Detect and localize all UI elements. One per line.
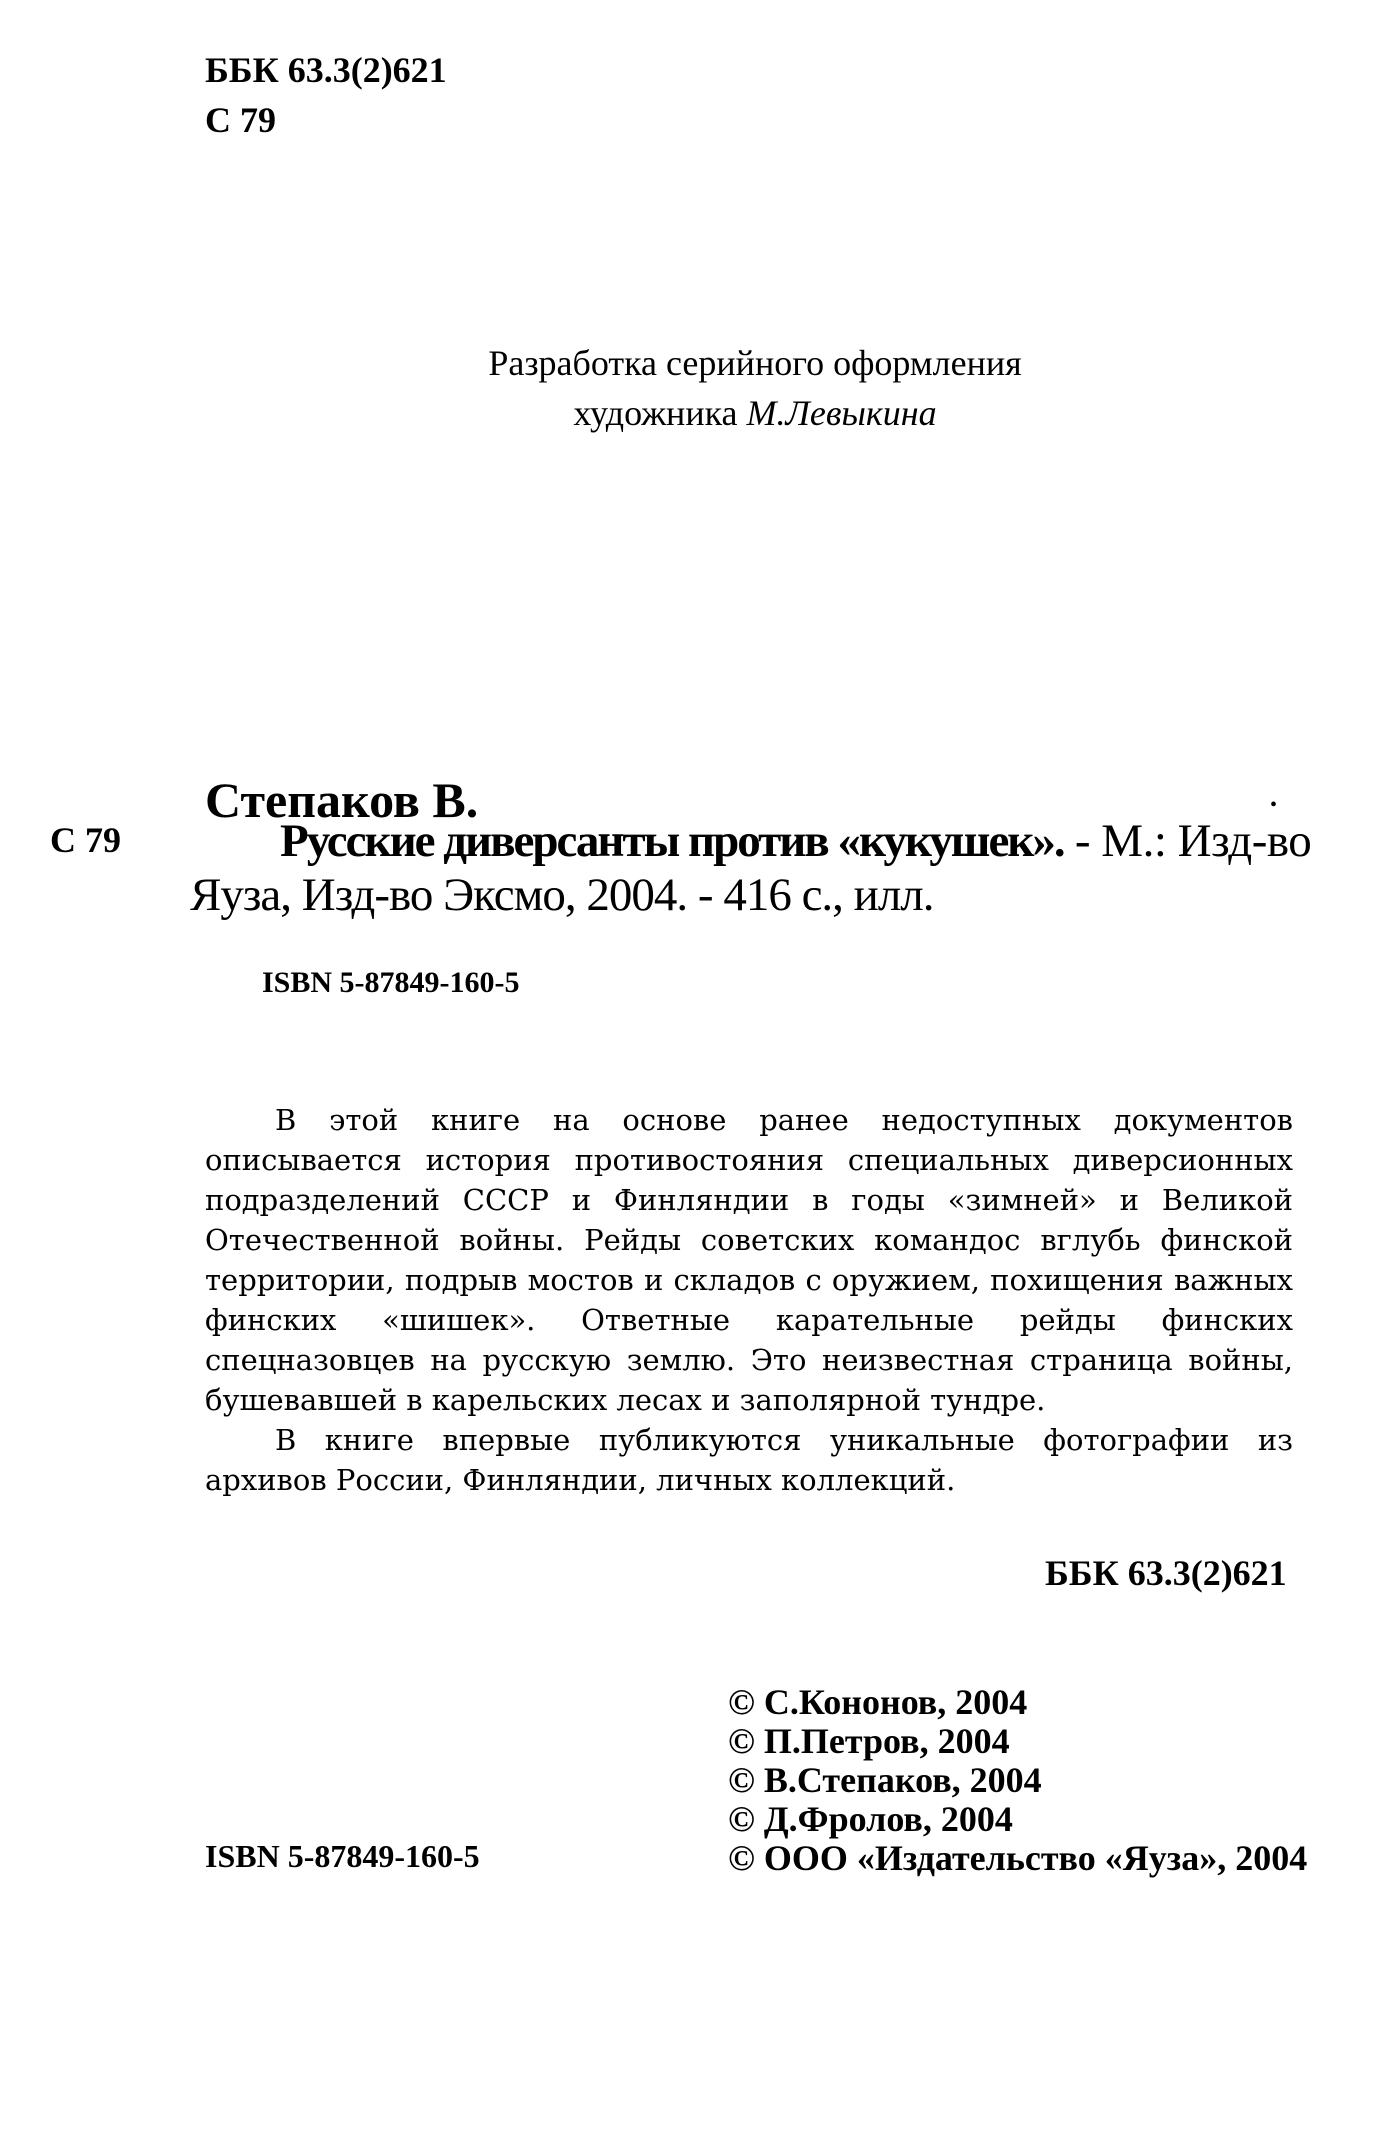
book-annotation [205,1100,1293,1500]
annotation-paragraph-2: В книге впервые публикуются уникальные фотографии из архивов России, Финляндии, личных коллекций. [205,1423,1293,1497]
copyright-line: © С.Кононов, 2004 [728,1682,1028,1722]
catalog-imprint-part2: Яуза, Изд-во Эксмо, 2004. - 416 с., илл. [190,869,934,921]
annotation-paragraph-1: В этой книге на основе ранее недоступных документов описывается история противостояния специальных диверсионных подразделений СССР и Финляндии в годы «зимней» и Великой Отечественной войны. Рейды советских командос вглубь финской территории, подрыв мостов и складов с оружием, похищения важных финских «шишек». Ответные карательные рейды финских спецназовцев на русскую землю. Это неизвестная страница войны, бушевавшей в карельских лесах и заполярной тундре. [205,1103,1293,1417]
catalog-imprint-part1: - М.: Изд-во [1063,815,1312,867]
design-artist-name: М.Левыкина [746,393,937,433]
catalog-author-code: С 79 [50,820,121,860]
series-design-credit [0,338,1379,438]
design-credit-line1: Разработка серийного оформления [488,343,1022,383]
catalog-title-line1 [280,815,1312,867]
page-mark: • [1270,794,1278,816]
copyright-line: © В.Степаков, 2004 [728,1760,1042,1800]
copyright-line: © П.Петров, 2004 [728,1721,1010,1761]
author-code-top: С 79 [205,100,276,140]
bbk-index-top: ББК 63.3(2)621 [205,50,447,90]
copyright-line: © Д.Фролов, 2004 [728,1799,1013,1839]
design-credit-prefix: художника [573,393,738,433]
catalog-isbn: ISBN 5-87849-160-5 [262,966,520,999]
book-title: Русские диверсанты против «кукушек». [280,815,1064,867]
catalog-author: Степаков В. [205,772,479,828]
design-credit-line2 [0,388,1379,438]
copyright-line: © ООО «Издательство «Яуза», 2004 [728,1838,1308,1878]
footer-isbn: ISBN 5-87849-160-5 [205,1838,480,1874]
bbk-index-bottom: ББК 63.3(2)621 [1045,1553,1287,1593]
copyright-list [728,1683,1307,1878]
